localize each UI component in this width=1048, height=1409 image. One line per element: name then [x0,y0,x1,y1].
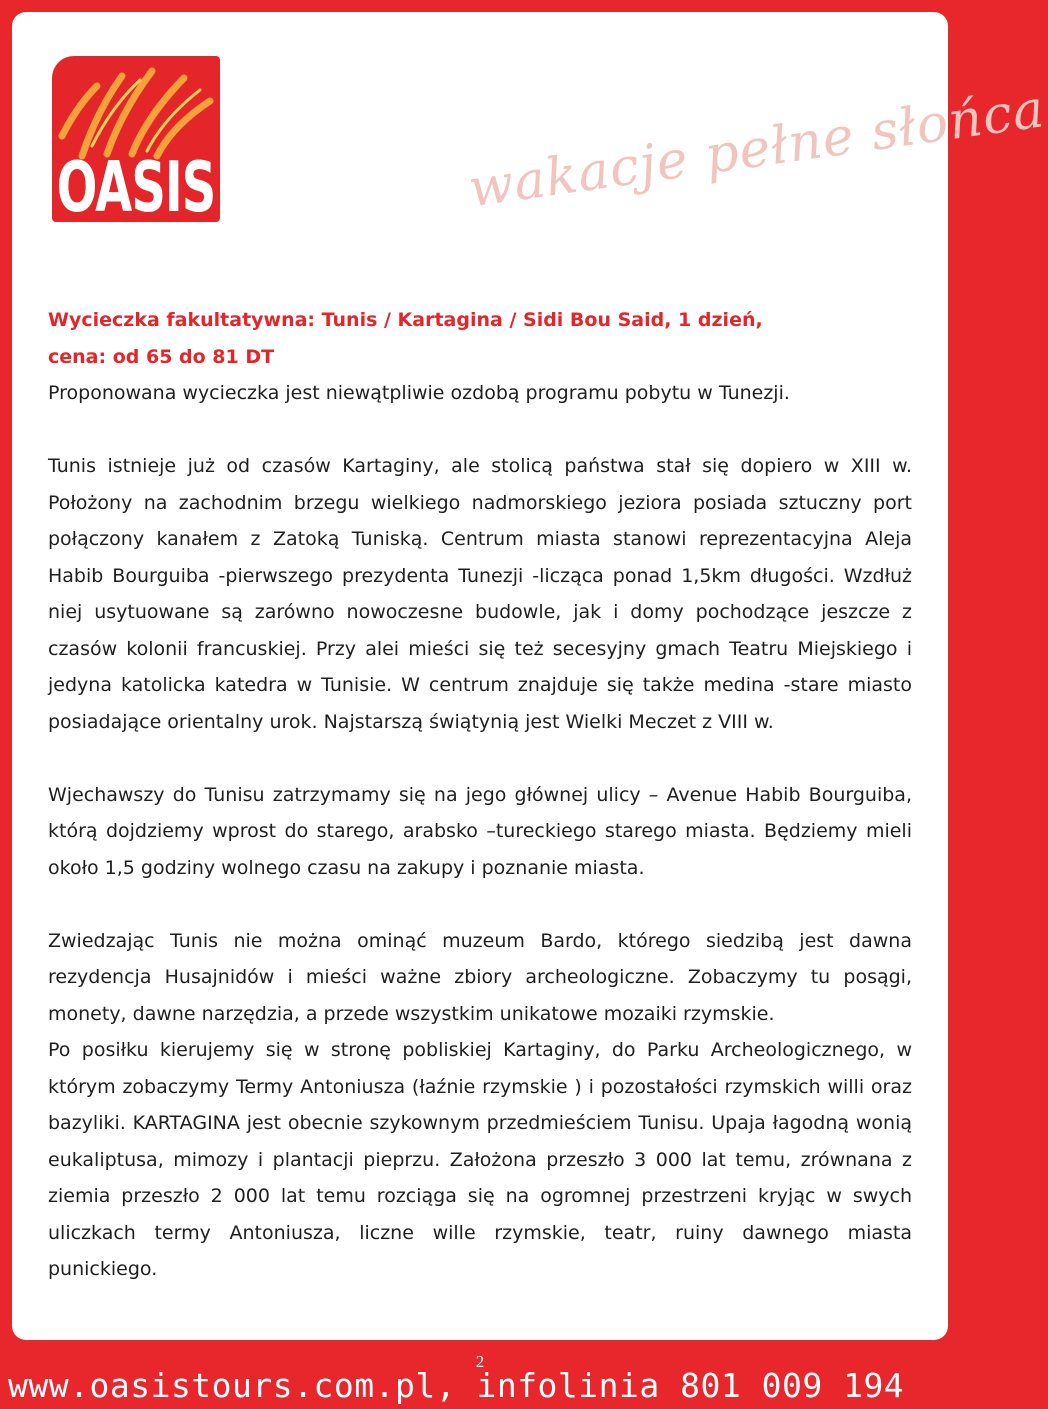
paragraph-bardo: Zwiedzając Tunis nie można ominąć muzeum Bardo, którego siedzibą jest dawna rezydencja Husajnidów i mieści ważne zbiory archeologiczne. Zobaczymy tu posągi, monety, dawne narzędzia, a przede wszystkim unikatowe mozaiki rzymskie. [48,929,912,1025]
slogan: wakacje pełne słońca [465,79,1048,220]
paragraph-tunis-history: Tunis istnieje już od czasów Kartaginy, ale stolicą państwa stał się dopiero w XIII w. Położony na zachodnim brzegu wielkiego nadmorskiego jeziora posiada sztuczny port połączony kanałem z Zatoką Tuniską. Centrum miasta stanowi reprezentacyjna Aleja Habib Bourguiba -pierwszego prezydenta Tunezji -licząca ponad 1,5km długości. Wzdłuż niej usytuowane są zarówno nowoczesne budowle, jak i domy pochodzące jeszcze z czasów kolonii francuskiej. Przy alei mieści się też secesyjny gmach Teatru Miejskiego i jedyna katolicka katedra w Tunisie. W centrum znajduje się także medina -stare miasto posiadające orientalny urok. Najstarszą świątynią jest Wielki Meczet z VIII w. [48,455,912,733]
paragraph-avenue: Wjechawszy do Tunisu zatrzymamy się na jego głównej ulicy – Avenue Habib Bourguiba, którą dojdziemy wprost do starego, arabsko –tureckiego starego miasta. Będziemy mieli około 1,5 godziny wolnego czasu na zakupy i poznanie miasta. [48,783,912,879]
paragraph-spacer [48,886,912,923]
excursion-price: cena: od 65 do 81 DT [48,345,275,368]
page-number: 2 [475,1352,485,1371]
logo-tours-text: TOURS [95,232,177,256]
logo-oasis-text: OASIS [56,147,216,229]
paragraph-spacer [48,412,912,449]
paragraph-spacer [48,740,912,777]
excursion-title: Wycieczka fakultatywna: Tunis / Kartagina / Sidi Bou Said, 1 dzień, [48,309,763,331]
article-body [48,302,912,1288]
paragraph-carthage: Po posiłku kierujemy się w stronę pobliskiej Kartaginy, do Parku Archeologicznego, w którym zobaczymy Termy Antoniusza (łaźnie rzymskie ) i pozostałości rzymskich willi oraz bazyliki. KARTAGINA jest obecnie szykownym przedmieściem Tunisu. Upaja łagodną wonią eukaliptusa, mimozy i plantacji pieprzu. Założona przeszło 3 000 lat temu, zrównana z ziemia przeszło 2 000 lat temu rozciąga się na ogromnej przestrzeni kryjąc w swych uliczkach termy Antoniusza, liczne wille rzymskie, teatr, ruiny dawnego miasta punickiego. [48,1039,912,1280]
footer-contact: www.oasistours.com.pl, infolinia 801 009 194 [8,1366,905,1405]
oasis-tours-logo [52,56,220,256]
intro-paragraph: Proponowana wycieczka jest niewątpliwie ozdobą programu pobytu w Tunezji. [48,382,790,404]
